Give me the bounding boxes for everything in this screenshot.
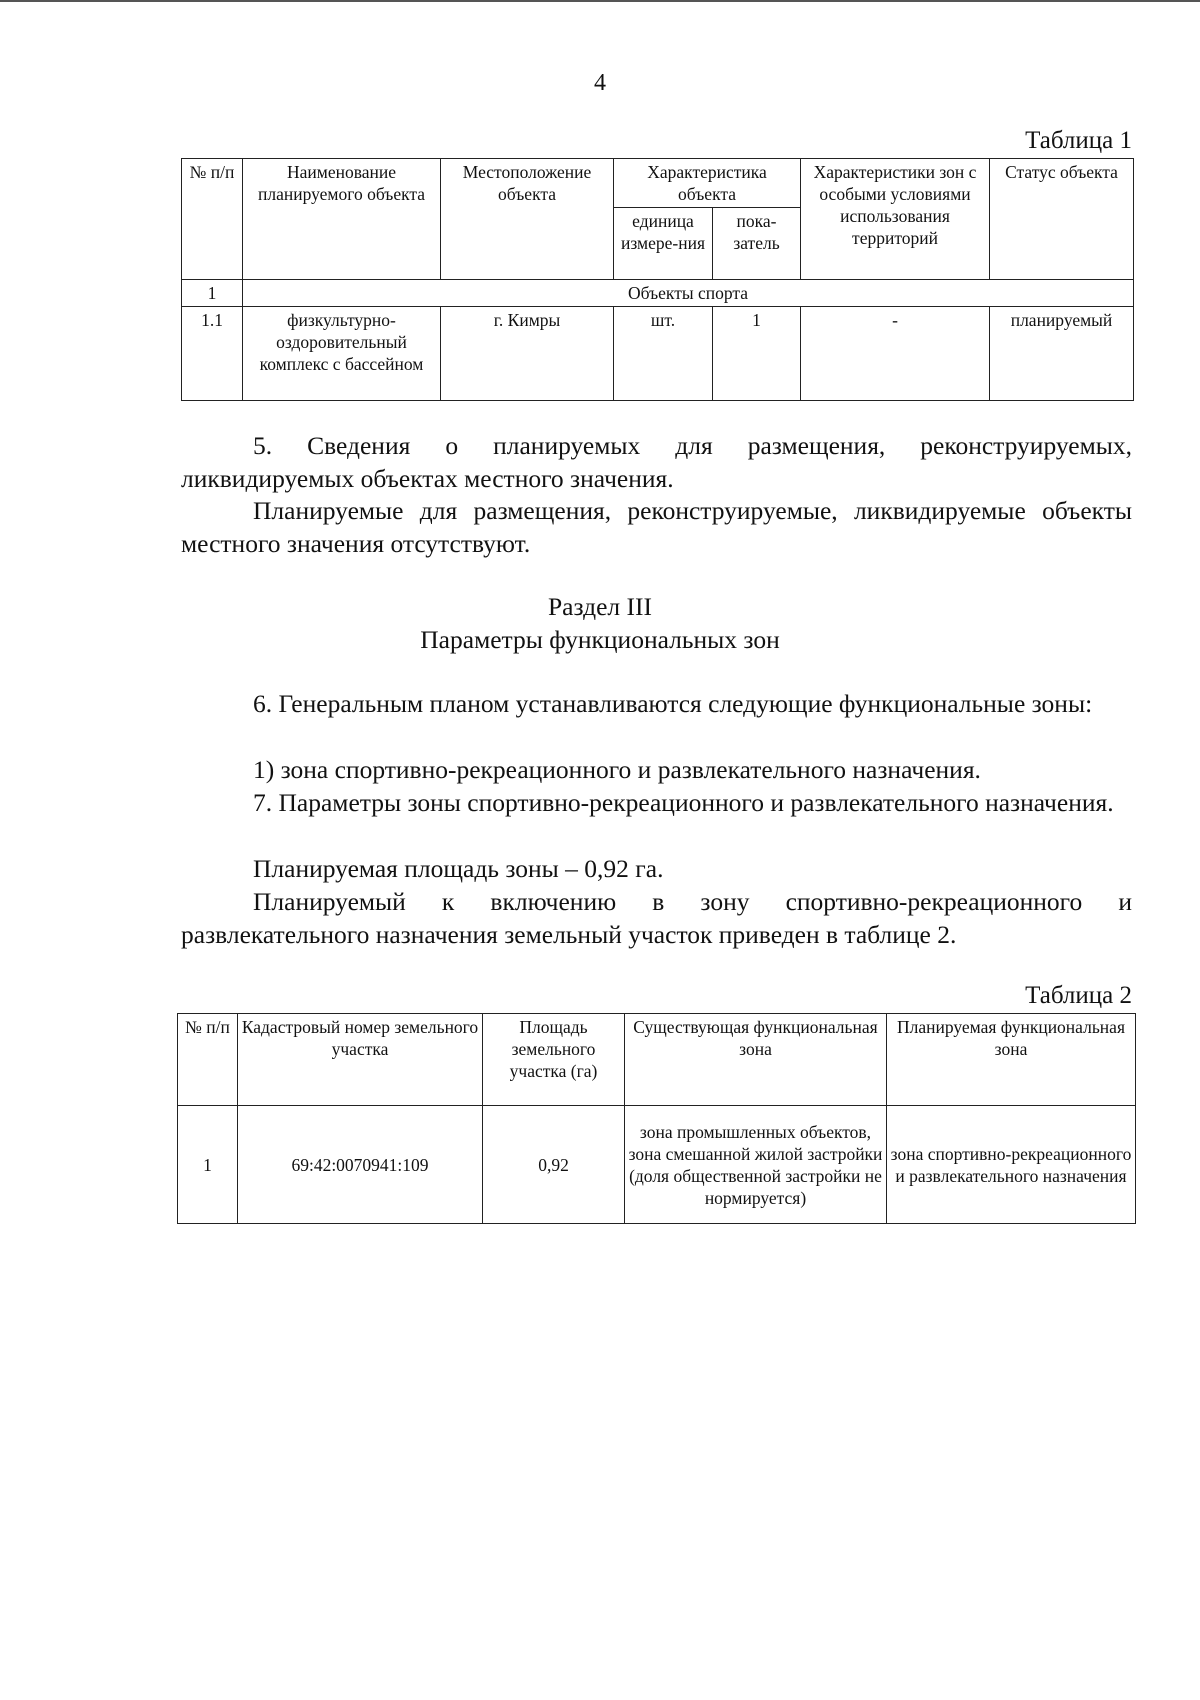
table1-cell-status: планируемый [990,307,1134,401]
table2-cell-planned: зона спортивно-рекреационного и развлекательного назначения [887,1106,1136,1224]
table2-caption: Таблица 2 [1025,982,1132,1009]
table1-cell-num: 1.1 [182,307,243,401]
section5-text: Планируемые для размещения, реконструируемые, ликвидируемые объекты местного значения отсутствуют. [181,496,1132,558]
scan-edge-line [0,0,1200,2]
table1-cell-zones: - [801,307,990,401]
table1-header-indicator: пока-затель [713,208,801,280]
table1-cell-indicator: 1 [713,307,801,401]
table1-group-title: Объекты спорта [243,280,1134,307]
table2-cell-num: 1 [178,1106,238,1224]
table1-caption: Таблица 1 [1025,127,1132,154]
section-title: Раздел III [548,592,652,621]
table2-header-existing: Существующая функциональная зона [625,1014,887,1106]
table1-header-characteristic: Характеристика объекта [614,159,801,208]
table1-header-name: Наименование планируемого объекта [243,159,441,280]
table1-header-location: Местоположение объекта [441,159,614,280]
table2 [177,1013,1136,1224]
paragraph-6-item-1: 1) зона спортивно-рекреационного и развлекательного назначения. [253,755,981,784]
table2-header-num: № п/п [178,1014,238,1106]
section5-heading: 5. Сведения о планируемых для размещения, реконструируемых, ликвидируемых объектах местного значения. [181,431,1132,493]
paragraph-7: 7. Параметры зоны спортивно-рекреационного и развлекательного назначения. [253,788,1114,817]
page-number: 4 [594,70,606,96]
table1-cell-name: физкультурно-оздоровительный комплекс с бассейном [243,307,441,401]
paragraph-7-plot: Планируемый к включению в зону спортивно-рекреационного и развлекательного назначения земельный участок приведен в таблице 2. [181,887,1132,949]
section-subtitle: Параметры функциональных зон [420,625,780,654]
table2-header-area: Площадь земельного участка (га) [483,1014,625,1106]
table1 [181,158,1134,401]
table2-header-cadastral: Кадастровый номер земельного участка [238,1014,483,1106]
table1-group-num: 1 [182,280,243,307]
table1-cell-location: г. Кимры [441,307,614,401]
table1-header-num: № п/п [182,159,243,280]
table2-cell-cadastral: 69:42:0070941:109 [238,1106,483,1224]
table1-header-unit: единица измере-ния [614,208,713,280]
table2-cell-area: 0,92 [483,1106,625,1224]
table2-header-planned: Планируемая функциональная зона [887,1014,1136,1106]
paragraph-7-area: Планируемая площадь зоны – 0,92 га. [253,854,664,883]
table2-cell-existing: зона промышленных объектов, зона смешанной жилой застройки (доля общественной застройки не нормируется) [625,1106,887,1224]
table1-header-status: Статус объекта [990,159,1134,280]
table1-header-zones: Характеристики зон с особыми условиями использования территорий [801,159,990,280]
paragraph-6: 6. Генеральным планом устанавливаются следующие функциональные зоны: [253,689,1093,718]
table1-cell-unit: шт. [614,307,713,401]
